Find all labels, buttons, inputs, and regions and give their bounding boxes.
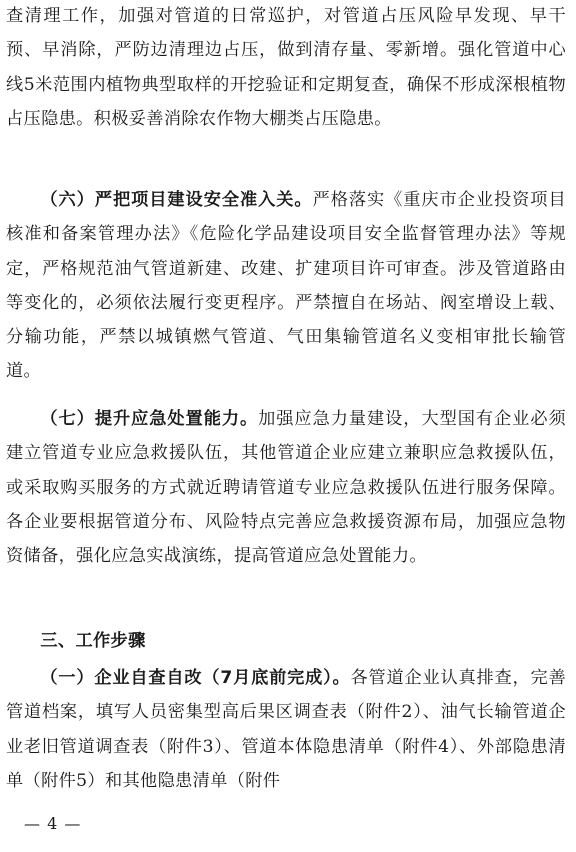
section-heading — [6, 624, 566, 658]
paragraph-lead: （一）企业自查自改（7月底前完成）。 — [40, 668, 351, 688]
paragraph-project-access — [6, 183, 566, 389]
paragraph-text: 各管道企业认真排查，完善管道档案，填写人员密集型高后果区调查表（附件2）、油气长输管道企业老旧管道调查表（附件3）、管道本体隐患清单（附件4）、外部隐患清单（附件5）和其他隐患清单（附件 — [6, 668, 566, 791]
section-heading-text: 三、工作步骤 — [40, 631, 146, 651]
paragraph-emergency-response — [6, 402, 566, 573]
paragraph-lead: （六）严把项目建设安全准入关。 — [40, 190, 313, 210]
paragraph-pipeline-occupation — [6, 0, 566, 136]
page-number: — 4 — — [24, 814, 82, 833]
paragraph-text: 严格落实《重庆市企业投资项目核准和备案管理办法》《危险化学品建设项目安全监督管理办法》等规定，严格规范油气管道新建、改建、扩建项目许可审查。涉及管道路由等变化的，必须依法履行变更程序。严禁擅自在场站、阀室增设上载、分输功能，严禁以城镇燃气管道、气田集输管道名义变相审批长输管道。 — [6, 190, 566, 382]
paragraph-lead: （七）提升应急处置能力。 — [40, 409, 259, 429]
paragraph-text: 加强应急力量建设，大型国有企业必须建立管道专业应急救援队伍，其他管道企业应建立兼职应急救援队伍，或采取购买服务的方式就近聘请管道专业应急救援队伍进行服务保障。各企业要根据管道分布、风险特点完善应急救援资源布局，加强应急物资储备，强化应急实战演练，提高管道应急处置能力。 — [6, 409, 567, 567]
paragraph-text: 查清理工作，加强对管道的日常巡护，对管道占压风险早发现、早干预、早消除，严防边清理边占压，做到清存量、零新增。强化管道中心线5米范围内植物典型取样的开挖验证和定期复查，确保不形成深根植物占压隐患。积极妥善消除农作物大棚类占压隐患。 — [6, 6, 566, 129]
paragraph-self-inspection — [6, 661, 566, 798]
